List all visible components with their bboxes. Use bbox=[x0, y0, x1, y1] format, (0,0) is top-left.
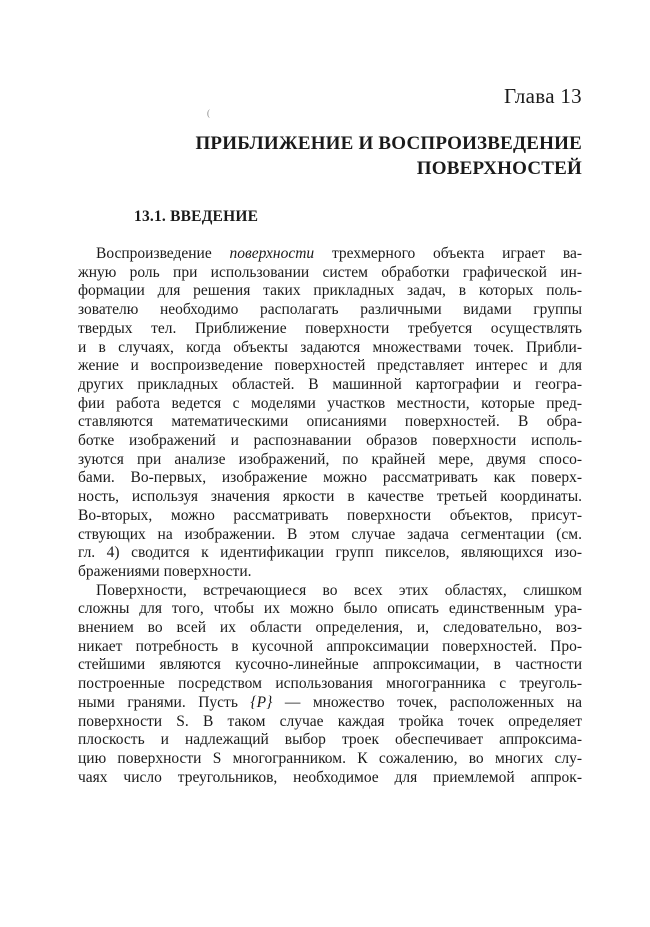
text-line: жение и воспроизведение поверхностей представляет интерес и для bbox=[78, 357, 582, 375]
chapter-title-line-2: ПОВЕРХНОСТЕЙ bbox=[416, 158, 582, 179]
body-text bbox=[78, 245, 582, 787]
text-run: ными гранями. Пусть bbox=[78, 693, 251, 711]
text-line: ность, используя значения яркости в качестве третьей координаты. bbox=[78, 488, 582, 506]
text-line: жную роль при использовании систем обработки графической ин- bbox=[78, 263, 582, 281]
paragraph-1 bbox=[78, 245, 582, 582]
stray-mark: ( bbox=[207, 108, 210, 118]
text-line: построенные посредством использования многогранника с треуголь- bbox=[78, 675, 582, 693]
text-line: ствующих на изображении. В этом случае задача сегментации (см. bbox=[78, 525, 582, 543]
text-line: твердых тел. Приближение поверхности требуется осуществлять bbox=[78, 319, 582, 337]
text-line: чаях число треугольников, необходимое для приемлемой аппрок- bbox=[78, 768, 582, 786]
text-line: формации для решения таких прикладных задач, в которых поль- bbox=[78, 282, 582, 300]
text-line: и в случаях, когда объекты задаются множествами точек. Прибли- bbox=[78, 338, 582, 356]
text-line: зователю необходимо располагать различными видами группы bbox=[78, 301, 582, 319]
text-line: гл. 4) сводится к идентификации групп пикселов, являющихся изо- bbox=[78, 544, 582, 562]
text-run: — множество точек, расположенных на bbox=[272, 693, 582, 711]
emphasis-term: поверхности bbox=[229, 245, 315, 262]
emphasis-term: {P} bbox=[250, 693, 273, 711]
text-run: трехмерного объекта играет ва- bbox=[314, 245, 582, 262]
section-heading: 13.1. ВВЕДЕНИЕ bbox=[134, 208, 259, 225]
text-line: стейшими являются кусочно-линейные аппроксимации, в частности bbox=[78, 656, 582, 674]
text-line: сложны для того, чтобы их можно было описать единственным ура- bbox=[78, 600, 582, 618]
text-line: бражениями поверхности. bbox=[78, 562, 252, 580]
text-line: поверхности S. В таком случае каждая тройка точек определяет bbox=[78, 712, 582, 730]
text-line: бами. Во-первых, изображение можно рассматривать как поверх- bbox=[78, 469, 582, 487]
text-run: Воспроизведение bbox=[96, 245, 230, 262]
chapter-label: Глава 13 bbox=[504, 84, 582, 108]
text-line bbox=[78, 694, 582, 713]
text-line: Поверхности, встречающиеся во всех этих областях, слишком bbox=[96, 581, 582, 599]
text-line: внением во всей их области определения, и, следовательно, воз- bbox=[78, 619, 582, 637]
text-line: ботке изображений и распознавании образов поверхности исполь- bbox=[78, 432, 582, 450]
text-line: плоскость и надлежащий выбор троек обеспечивает аппроксима- bbox=[78, 731, 582, 749]
chapter-title-line-1: ПРИБЛИЖЕНИЕ И ВОСПРОИЗВЕДЕНИЕ bbox=[195, 133, 582, 154]
text-line: фии работа ведется с моделями участков местности, которые пред- bbox=[78, 394, 582, 412]
text-line: никает потребность в кусочной аппроксимации поверхностей. Про- bbox=[78, 637, 582, 655]
text-line: других прикладных областей. В машинной картографии и геогра- bbox=[78, 375, 582, 393]
text-line: Во-вторых, можно рассматривать поверхности объектов, присут- bbox=[78, 506, 582, 524]
text-line: цию поверхности S многогранником. К сожалению, во многих слу- bbox=[78, 749, 582, 767]
text-line bbox=[78, 245, 582, 264]
text-line: зуются при анализе изображений, по крайней мере, двумя спосо- bbox=[78, 450, 582, 468]
chapter-title bbox=[122, 131, 582, 181]
text-line: ставляются математическими описаниями поверхностей. В обра- bbox=[78, 413, 582, 431]
paragraph-2 bbox=[78, 582, 582, 788]
